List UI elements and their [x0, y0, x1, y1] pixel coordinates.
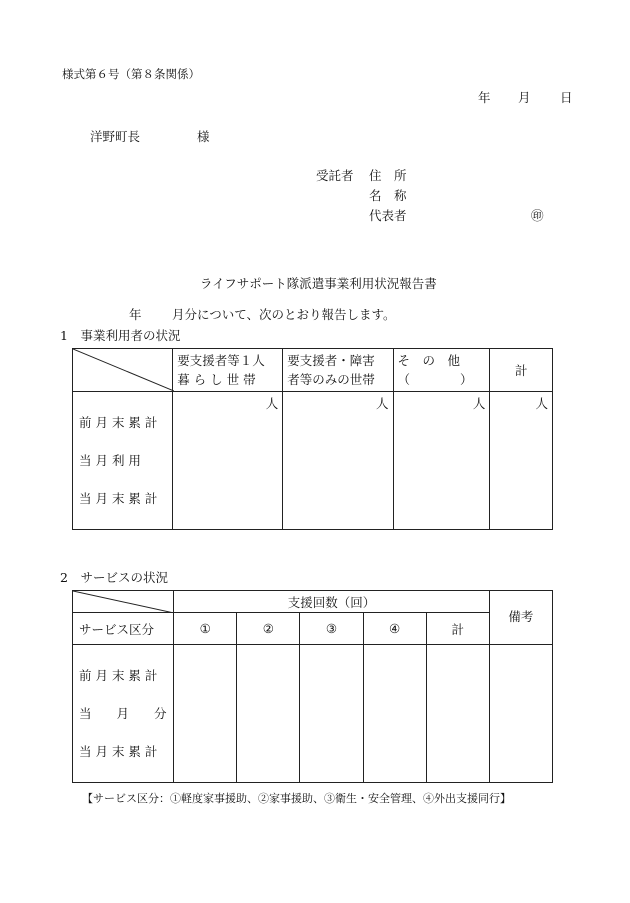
col-service-4	[363, 613, 426, 645]
intro-year: 年	[129, 307, 142, 322]
col-service-3	[300, 613, 363, 645]
header-support-count-label: 支援回数（回）	[287, 594, 376, 610]
header-total-label: 計	[514, 363, 528, 378]
col-service-4-label: ④	[389, 621, 401, 636]
row-label-this-month-use: 当 月 利 用	[79, 453, 141, 468]
document-title: ライフサポート隊派遣事業利用状況報告書	[200, 276, 437, 291]
cell-service-1[interactable]	[174, 645, 237, 783]
diagonal-line	[73, 591, 174, 613]
users-row-labels	[73, 392, 173, 530]
cell-service-4[interactable]	[363, 645, 426, 783]
addressee-name: 洋野町長	[90, 129, 141, 144]
col-service-1-label: ①	[199, 621, 211, 636]
header-other-line2: （ ）	[397, 372, 473, 387]
cell-service-total[interactable]	[426, 645, 489, 783]
service-category-label: サービス区分	[79, 621, 155, 637]
header-support-line2: 者等のみの世帯	[287, 372, 375, 387]
users-table	[72, 348, 553, 530]
cell-service-3[interactable]	[300, 645, 363, 783]
cell-remarks[interactable]	[489, 645, 552, 783]
col-service-2	[237, 613, 300, 645]
header-other	[393, 349, 490, 392]
form-number: 様式第６号（第８条関係）	[62, 67, 200, 81]
header-single-line2: 暮 ら し 世 帯	[177, 372, 256, 387]
service-category-note: 【サービス区分：①軽度家事援助、②家事援助、③衛生・安全管理、④外出支援同行】	[82, 792, 511, 805]
seal-mark: ㊞	[531, 208, 544, 223]
cell-total[interactable]	[490, 392, 553, 530]
date-day: 日	[560, 90, 573, 105]
service-row-labels	[73, 645, 174, 783]
col-service-1	[174, 613, 237, 645]
cell-service-2[interactable]	[237, 645, 300, 783]
sender-name-label: 名 称	[369, 188, 407, 203]
col-service-2-label: ②	[262, 621, 274, 636]
cell-other[interactable]	[393, 392, 490, 530]
header-total	[490, 349, 553, 392]
sender-title: 受託者	[316, 168, 354, 183]
section2-title: 2 サービスの状況	[60, 570, 168, 585]
col-service-total	[426, 613, 489, 645]
row-label-this-month-total: 当 月 末 累 計	[79, 744, 158, 759]
header-single-line1: 要支援者等１人	[177, 353, 265, 368]
unit-label: 人	[535, 396, 548, 411]
service-table	[72, 590, 553, 783]
header-remarks-label: 備考	[508, 609, 534, 624]
cell-support-only-households[interactable]	[283, 392, 393, 530]
header-support-line1: 要支援者・障害	[287, 353, 375, 368]
unit-label: 人	[472, 396, 486, 411]
header-service-category	[73, 613, 174, 645]
unit-label: 人	[265, 396, 279, 411]
section1-title: 1 事業利用者の状況	[60, 328, 181, 343]
addressee-honorific: 様	[197, 129, 210, 144]
sender-address-label: 住 所	[369, 168, 407, 183]
date-month: 月	[518, 90, 531, 105]
users-table-corner	[73, 349, 173, 392]
col-service-3-label: ③	[325, 621, 338, 636]
header-remarks	[489, 591, 552, 645]
col-service-total-label: 計	[451, 621, 465, 637]
service-table-corner	[73, 591, 174, 613]
header-support-only-households	[283, 349, 393, 392]
date-year: 年	[478, 90, 491, 105]
diagonal-line	[73, 349, 174, 391]
sender-rep-label: 代表者	[369, 208, 407, 223]
header-support-count	[174, 591, 490, 613]
header-single-households	[173, 349, 283, 392]
row-label-prev-month-total: 前 月 末 累 計	[79, 668, 158, 683]
header-other-line1: そ の 他	[397, 353, 461, 368]
cell-single-households[interactable]	[173, 392, 283, 530]
row-label-this-month: 当 月 分	[79, 706, 167, 721]
row-label-prev-month-total: 前 月 末 累 計	[79, 415, 158, 430]
unit-label: 人	[376, 396, 389, 411]
intro-text: 月分について、次のとおり報告します。	[172, 307, 396, 322]
row-label-this-month-total: 当 月 末 累 計	[79, 491, 158, 506]
